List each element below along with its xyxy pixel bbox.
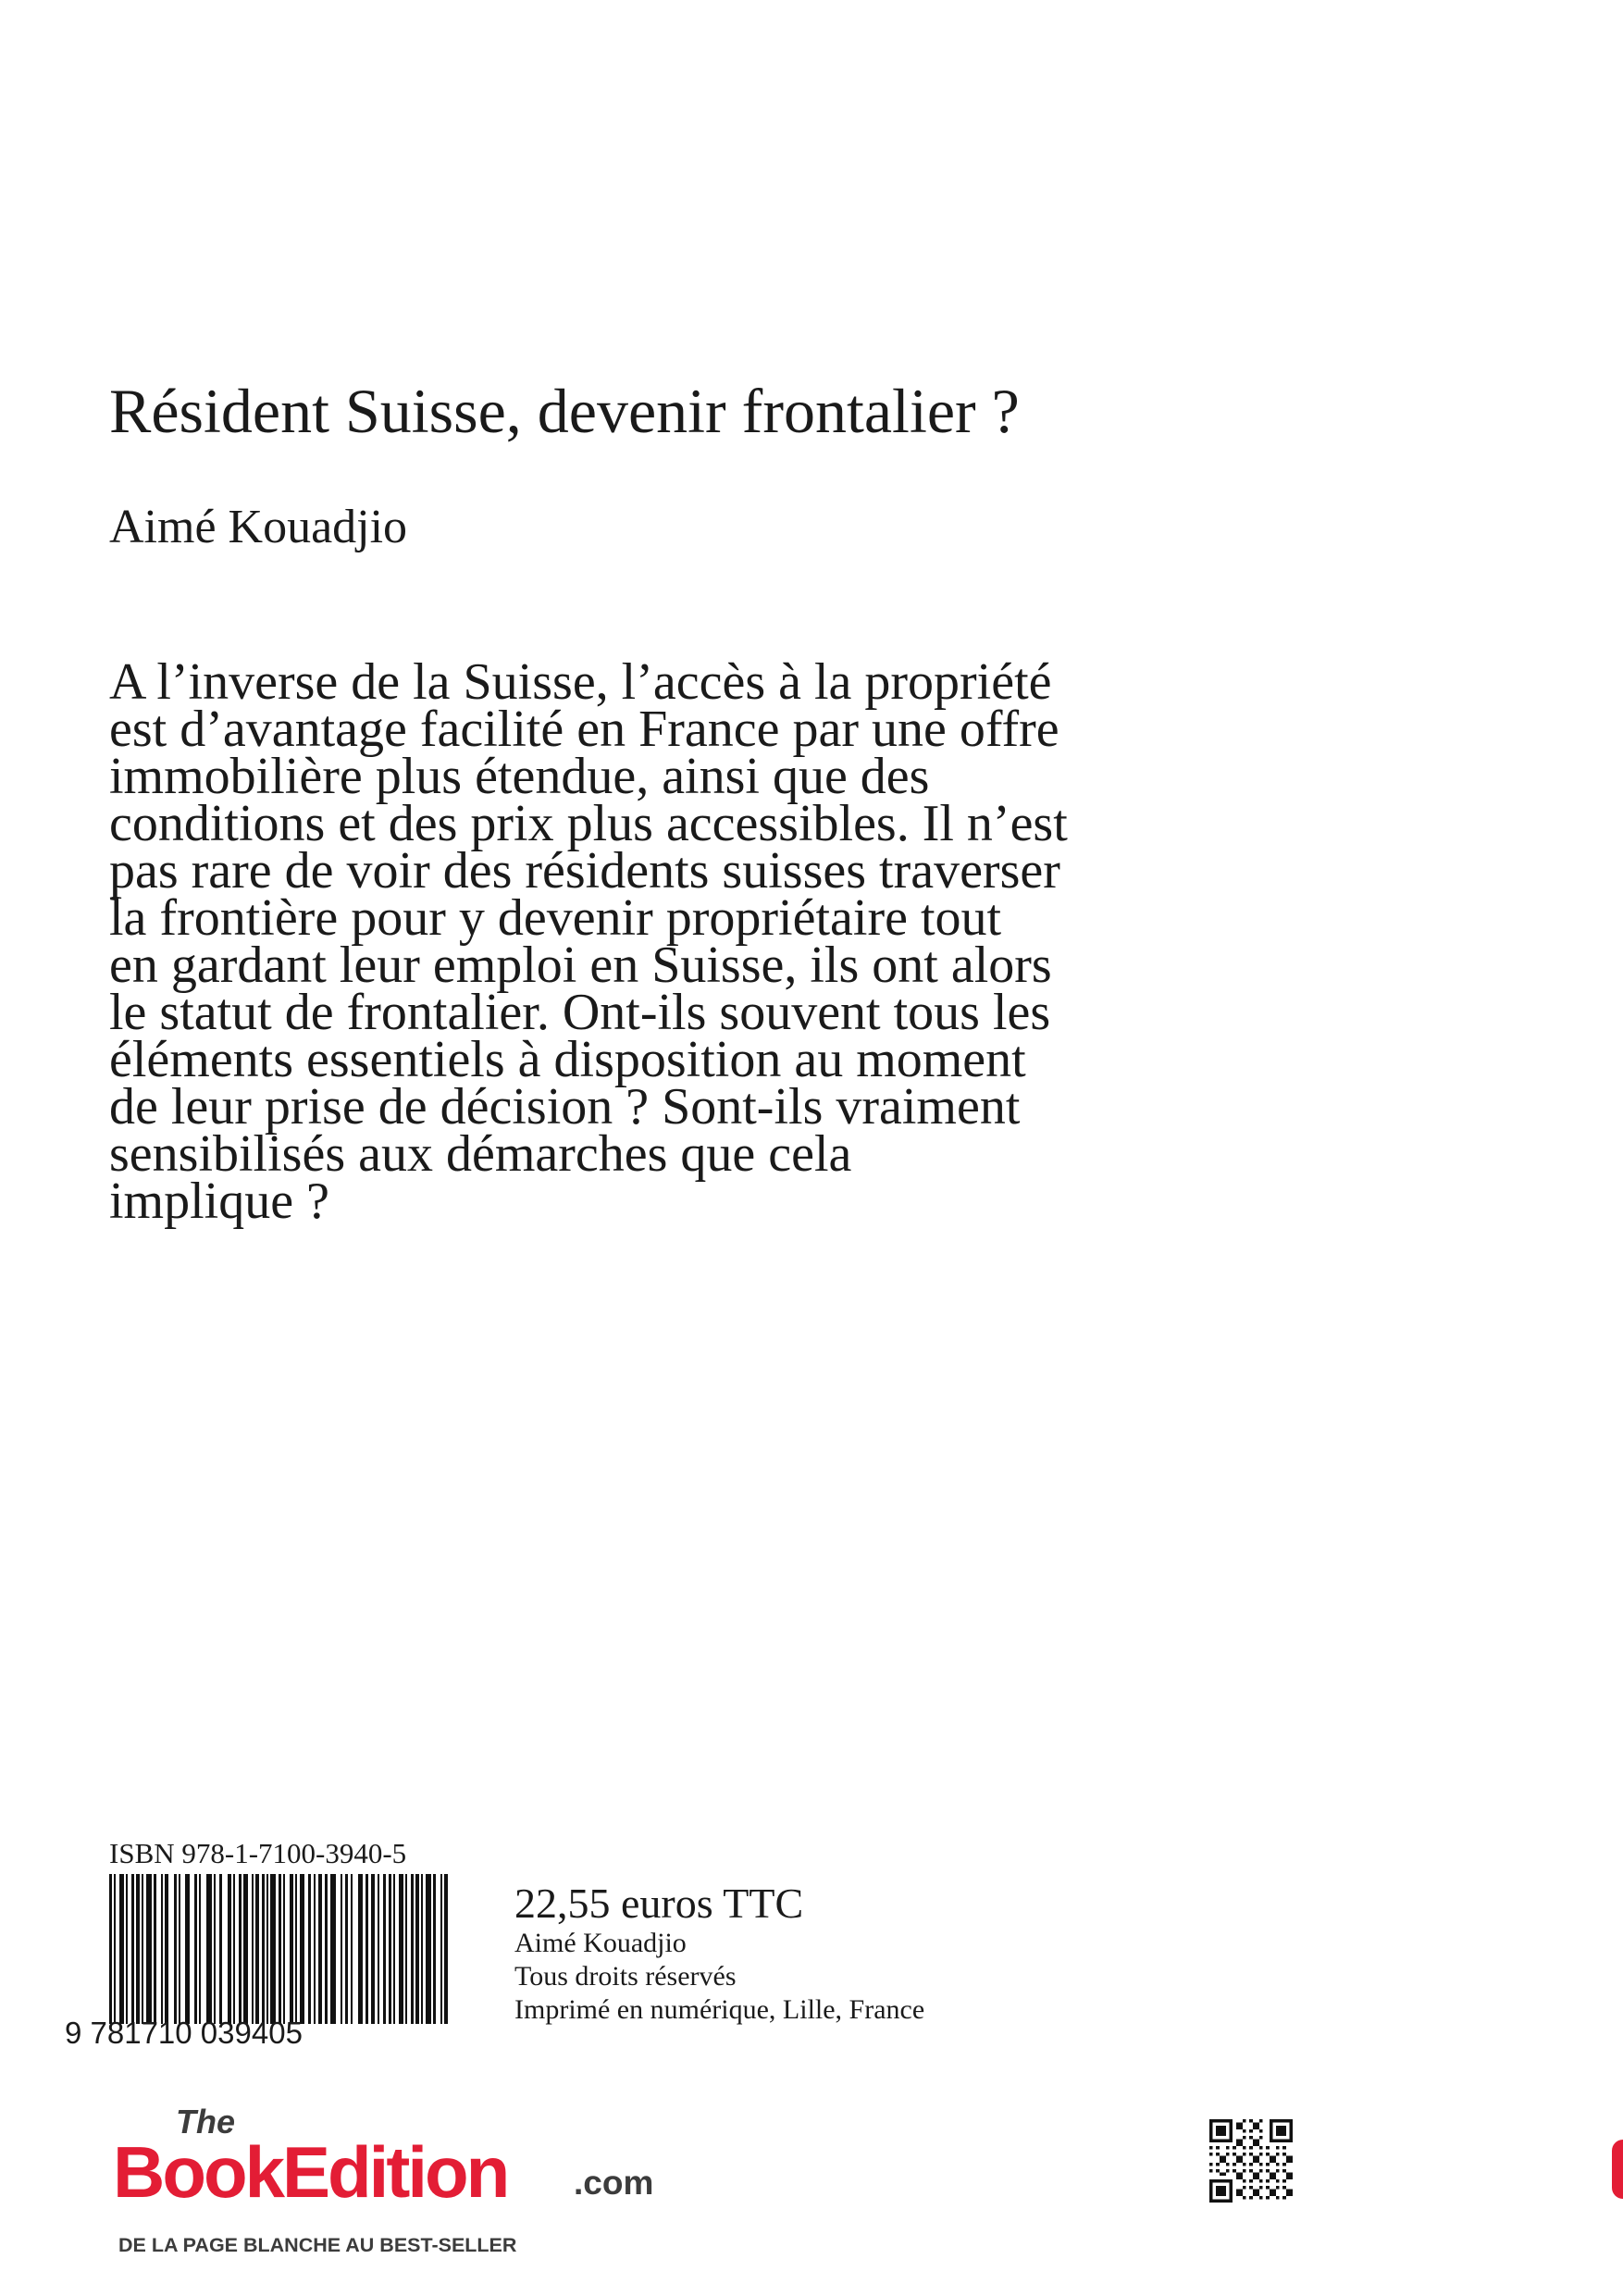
qr-code-icon	[1209, 2119, 1293, 2203]
book-title: Résident Suisse, devenir frontalier ?	[109, 376, 1020, 446]
book-author: Aimé Kouadjio	[109, 501, 408, 553]
logo-domain: .com	[574, 2164, 654, 2202]
price: 22,55 euros TTC	[514, 1880, 804, 1927]
edge-mark	[1612, 2140, 1623, 2199]
isbn-label: ISBN 978-1-7100-3940-5	[109, 1837, 407, 1869]
logo-tagline: DE LA PAGE BLANCHE AU BEST-SELLER	[118, 2234, 517, 2256]
imprint-info	[514, 1927, 924, 2027]
barcode	[109, 1874, 452, 2024]
logo-name: BookEdition	[113, 2131, 508, 2213]
publisher-logo	[111, 2103, 685, 2274]
barcode-digits: 9 781710 039405	[65, 2016, 303, 2050]
imprint-author: Aimé Kouadjio	[514, 1928, 687, 1958]
book-blurb: A l’inverse de la Suisse, l’accès à la propriété est d’avantage facilité en France par une offre immobilière plus étendue, ainsi que des conditions et des prix plus accessibles. Il n’est pas rare de voir des résidents suisses traverser la frontière pour y devenir propriétaire tout en gardant leur emploi en Suisse, ils ont alors le statut de frontalier. Ont-ils souvent tous les éléments essentiels à disposition au moment de leur prise de décision ? Sont-ils vraiment sensibilisés aux démarches que cela implique ?	[109, 653, 1068, 1230]
imprint-rights: Tous droits réservés	[514, 1961, 737, 1992]
logo-the: The	[176, 2103, 236, 2141]
imprint-printed: Imprimé en numérique, Lille, France	[514, 1994, 925, 2025]
